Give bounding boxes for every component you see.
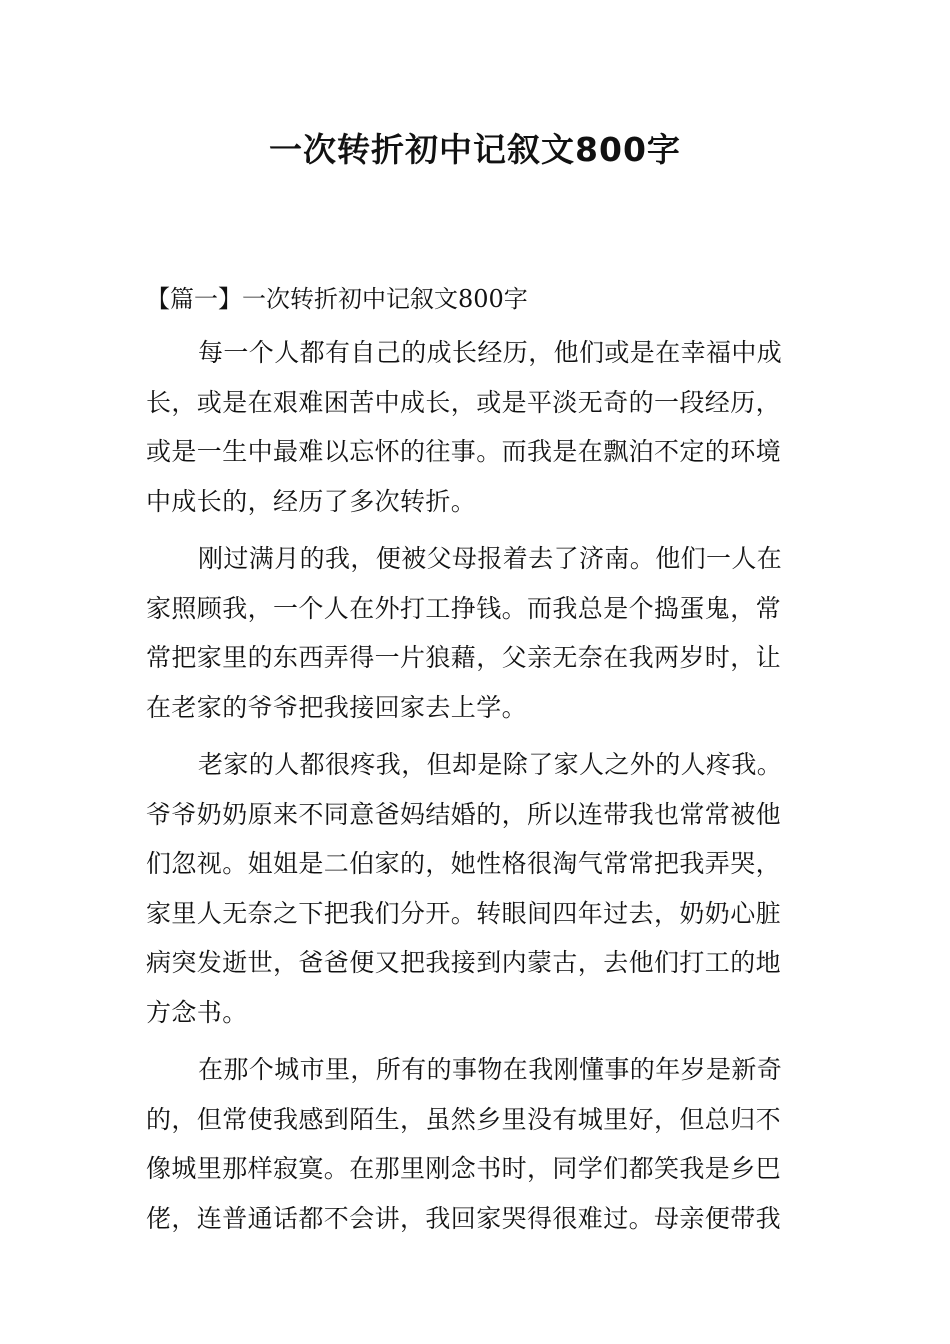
document-body bbox=[146, 279, 806, 1243]
text-line: 老家的人都很疼我，但却是除了家人之外的人疼我。 bbox=[198, 750, 783, 779]
text-line: 们忽视。姐姐是二伯家的，她性格很淘气常常把我弄哭， bbox=[146, 849, 782, 878]
text-line: 家里人无奈之下把我们分开。转眼间四年过去，奶奶心脏 bbox=[146, 898, 782, 928]
text-line: 像城里那样寂寞。在那里刚念书时，同学们都笑我是乡巴 bbox=[146, 1154, 782, 1183]
text-line: 在老家的爷爷把我接回家去上学。 bbox=[146, 692, 528, 722]
text-line: 方念书。 bbox=[146, 997, 248, 1027]
text-line: 家照顾我，一个人在外打工挣钱。而我总是个捣蛋鬼，常 bbox=[146, 593, 782, 623]
text-line: 的，但常使我感到陌生，虽然乡里没有城里好，但总归不 bbox=[146, 1104, 782, 1134]
text-line: 爷爷奶奶原来不同意爸妈结婚的，所以连带我也常常被他 bbox=[146, 799, 782, 829]
text-line: 在那个城市里，所有的事物在我刚懂事的年岁是新奇 bbox=[198, 1055, 783, 1084]
text-line: 每一个人都有自己的成长经历，他们或是在幸福中成 bbox=[198, 338, 783, 367]
text-line: 刚过满月的我，便被父母报着去了济南。他们一人在 bbox=[198, 544, 783, 573]
paragraph bbox=[146, 320, 806, 526]
section-heading: 【篇一】一次转折初中记叙文800字 bbox=[146, 285, 528, 313]
paragraph bbox=[146, 1037, 806, 1243]
document-title: 一次转折初中记叙文800字 bbox=[269, 130, 681, 169]
text-line: 佬，连普通话都不会讲，我回家哭得很难过。母亲便带我 bbox=[146, 1203, 782, 1233]
text-line: 长，或是在艰难困苦中成长，或是平淡无奇的一段经历， bbox=[146, 387, 782, 417]
text-line: 中成长的，经历了多次转折。 bbox=[146, 486, 477, 516]
text-line: 常把家里的东西弄得一片狼藉，父亲无奈在我两岁时，让 bbox=[146, 643, 782, 672]
text-line: 或是一生中最难以忘怀的往事。而我是在飘泊不定的环境 bbox=[146, 437, 782, 466]
paragraph bbox=[146, 732, 806, 1037]
paragraph bbox=[146, 526, 806, 732]
text-line: 病突发逝世，爸爸便又把我接到内蒙古，去他们打工的地 bbox=[146, 948, 782, 977]
